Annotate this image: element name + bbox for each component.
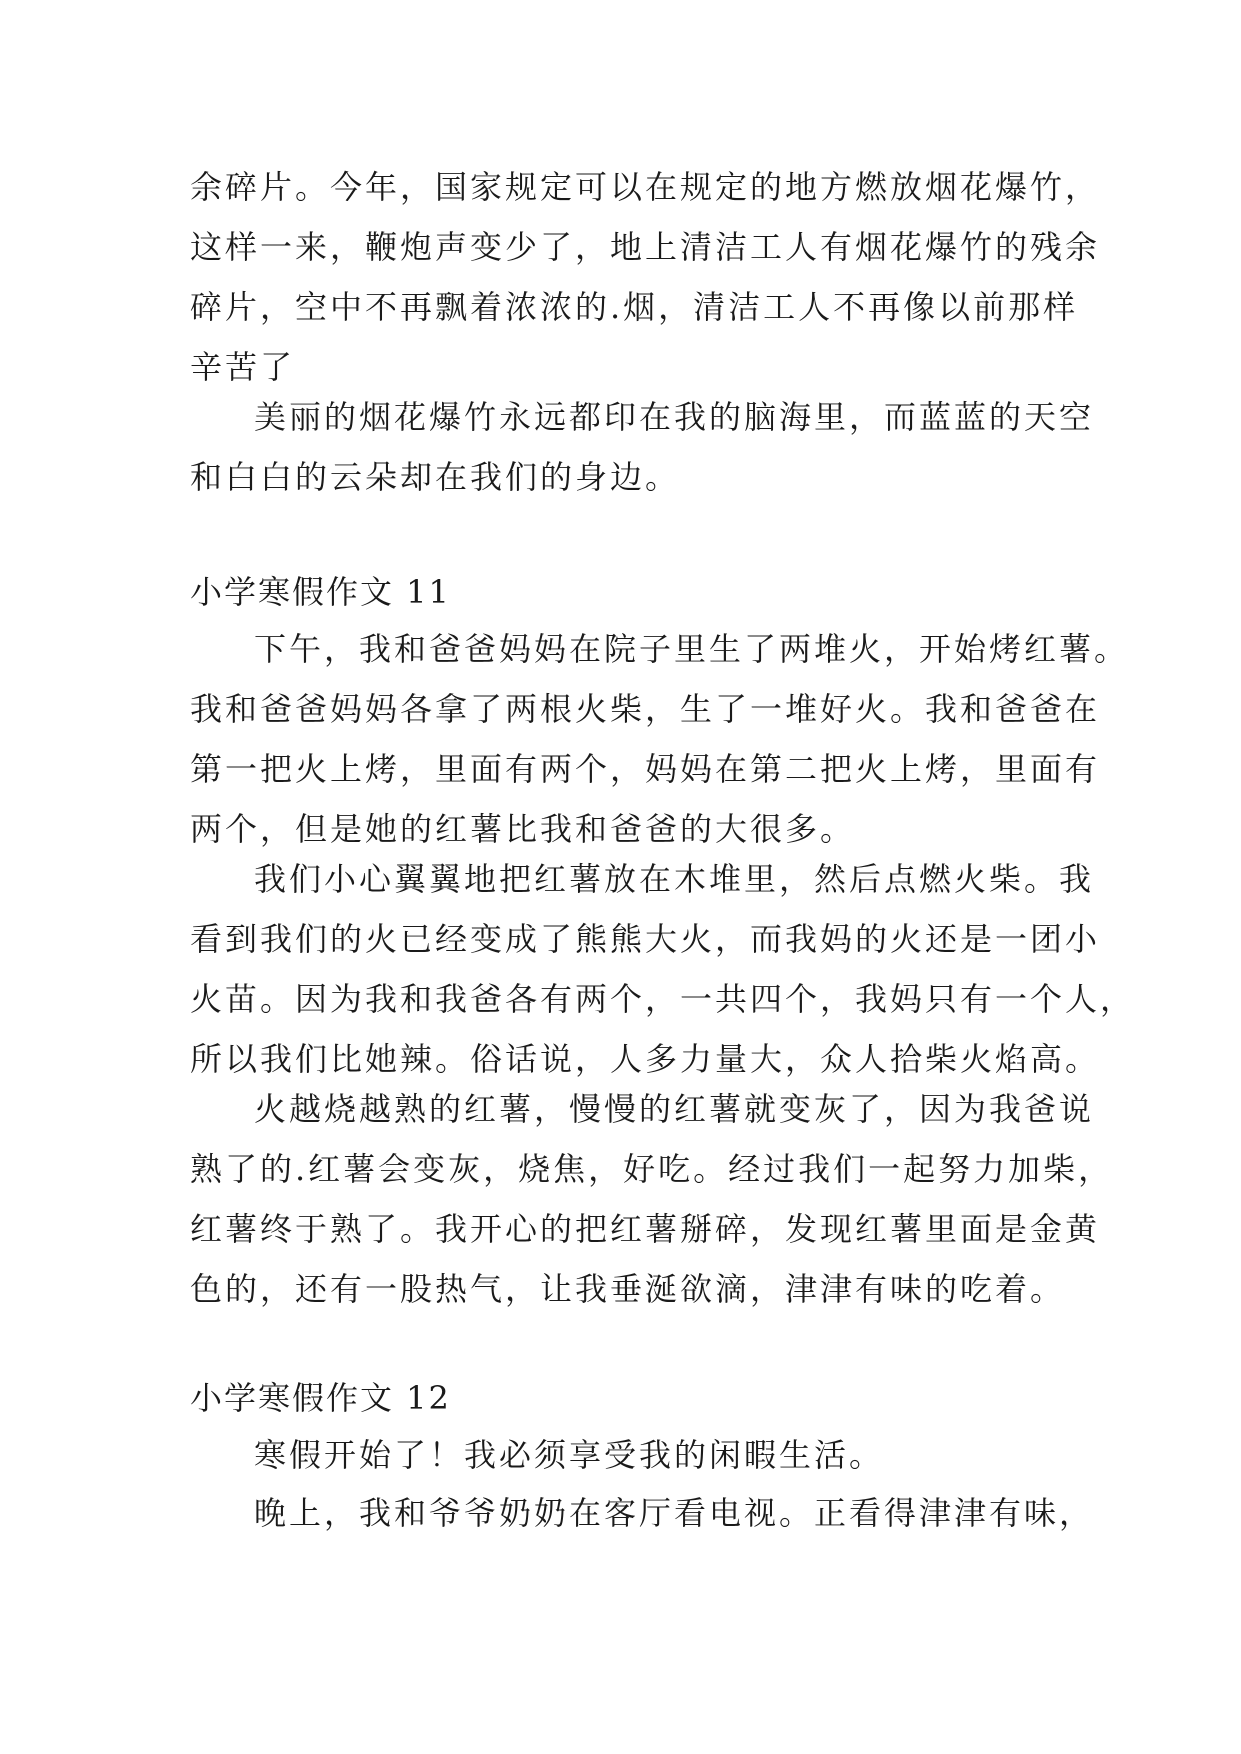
paragraph-line: 余碎片。今年，国家规定可以在规定的地方燃放烟花爆竹， <box>190 168 1101 206</box>
paragraph-line: 火苗。因为我和我爸各有两个，一共四个，我妈只有一个人， <box>190 980 1136 1018</box>
closing-paragraph <box>190 387 1095 507</box>
paragraph-line: 我们小心翼翼地把红薯放在木堆里，然后点燃火柴。我 <box>254 860 1095 898</box>
paragraph-line: 所以我们比她辣。俗话说，人多力量大，众人拾柴火焰高。 <box>190 1040 1101 1078</box>
section-11-paragraph-3 <box>190 1079 1114 1319</box>
paragraph-line: 第一把火上烤，里面有两个，妈妈在第二把火上烤，里面有 <box>190 750 1101 788</box>
paragraph-line: 下午，我和爸爸妈妈在院子里生了两堆火，开始烤红薯。 <box>254 630 1130 668</box>
section-11-paragraph-2 <box>190 849 1136 1089</box>
section-11-paragraph-1 <box>190 619 1130 859</box>
paragraph-line: 辛苦了 <box>190 348 296 386</box>
paragraph-line: 红薯终于熟了。我开心的把红薯掰碎，发现红薯里面是金黄 <box>190 1210 1101 1248</box>
continued-paragraph <box>190 157 1101 397</box>
paragraph-line: 晚上，我和爷爷奶奶在客厅看电视。正看得津津有味， <box>254 1494 1095 1532</box>
paragraph-line: 看到我们的火已经变成了熊熊大火，而我妈的火还是一团小 <box>190 920 1101 958</box>
paragraph-line: 美丽的烟花爆竹永远都印在我的脑海里，而蓝蓝的天空 <box>254 398 1095 436</box>
section-12-title <box>190 1368 1070 1428</box>
paragraph-line: 我和爸爸妈妈各拿了两根火柴，生了一堆好火。我和爸爸在 <box>190 690 1101 728</box>
paragraph-line: 寒假开始了！我必须享受我的闲暇生活。 <box>254 1436 885 1474</box>
paragraph-line: 碎片，空中不再飘着浓浓的.烟，清洁工人不再像以前那样 <box>190 288 1079 326</box>
paragraph-line: 色的，还有一股热气，让我垂涎欲滴，津津有味的吃着。 <box>190 1270 1066 1308</box>
section-12-paragraph-1 <box>190 1425 1070 1485</box>
paragraph-line: 火越烧越熟的红薯，慢慢的红薯就变灰了，因为我爸说 <box>254 1090 1095 1128</box>
paragraph-line: 两个，但是她的红薯比我和爸爸的大很多。 <box>190 810 856 848</box>
section-11-title <box>190 562 1070 622</box>
section-12-paragraph-2 <box>190 1483 1095 1543</box>
section-heading: 小学寒假作文 12 <box>190 1379 451 1417</box>
section-heading: 小学寒假作文 11 <box>190 573 451 611</box>
paragraph-line: 熟了的.红薯会变灰，烧焦，好吃。经过我们一起努力加柴， <box>190 1150 1114 1188</box>
paragraph-line: 和白白的云朵却在我们的身边。 <box>190 458 681 496</box>
paragraph-line: 这样一来，鞭炮声变少了，地上清洁工人有烟花爆竹的残余 <box>190 228 1101 266</box>
